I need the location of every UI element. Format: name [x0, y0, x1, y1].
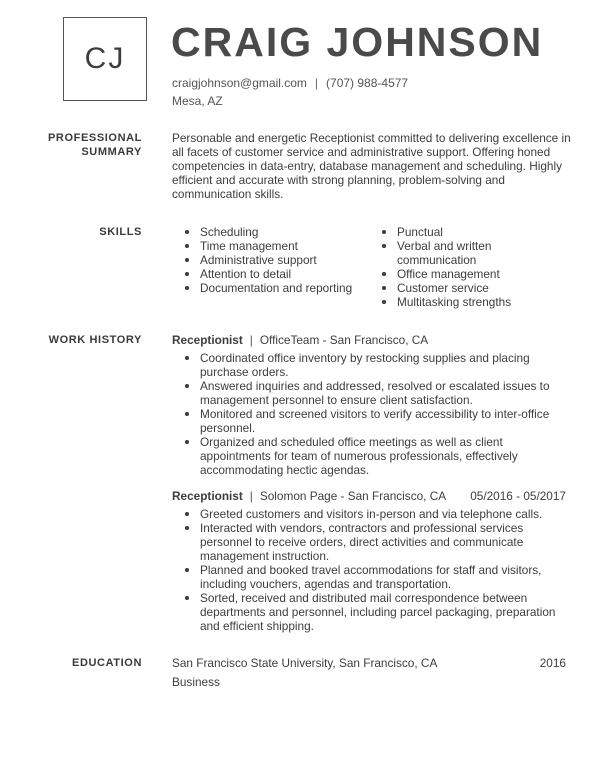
job-bullet: Organized and scheduled office meetings as well as client appointments for team of numerous professionals, effectively accommodating hectic agendas.	[182, 435, 562, 477]
phone-number: (707) 988-4577	[326, 76, 409, 90]
monogram-logo: CJ	[63, 17, 147, 101]
job-bullets	[182, 507, 562, 633]
skills-column-2	[379, 225, 529, 309]
work-history-section-label: WORK HISTORY	[48, 334, 142, 346]
education-year: 2016	[539, 656, 566, 670]
job-heading	[172, 333, 428, 347]
skill-item: Customer service	[379, 281, 529, 295]
skills-section-label: SKILLS	[99, 226, 142, 238]
job-bullet: Monitored and screened visitors to verify accessibility to inter-office personnel.	[182, 407, 562, 435]
contact-line	[172, 76, 408, 90]
education-school: San Francisco State University, San Francisco, CA	[172, 656, 438, 670]
skill-item: Documentation and reporting	[182, 281, 372, 295]
job-separator: |	[249, 489, 253, 503]
job-bullet: Greeted customers and visitors in-person and via telephone calls.	[182, 507, 562, 521]
skill-item: Attention to detail	[182, 267, 372, 281]
skill-item: Office management	[379, 267, 529, 281]
summary-section-label	[48, 131, 142, 159]
job-separator: |	[249, 333, 253, 347]
skill-item: Punctual	[379, 225, 529, 239]
job-company: OfficeTeam - San Francisco, CA	[259, 333, 429, 347]
skill-item: Scheduling	[182, 225, 372, 239]
summary-text: Personable and energetic Receptionist committed to delivering excellence in all facets of customer service and administrative support. Offering honed competencies in data-entry, database management and scheduling. Highly efficient and accurate with strong planning, problem-solving and communication skills.	[172, 131, 571, 201]
skill-item: Time management	[182, 239, 372, 253]
job-bullet: Coordinated office inventory by restocking supplies and placing purchase orders.	[182, 351, 562, 379]
skill-item: Multitasking strengths	[379, 295, 529, 309]
job-title: Receptionist	[172, 489, 243, 503]
job-bullets	[182, 351, 562, 477]
contact-separator: |	[314, 76, 319, 90]
location: Mesa, AZ	[172, 94, 223, 108]
candidate-name: CRAIG JOHNSON	[171, 19, 544, 65]
job-bullet: Planned and booked travel accommodations for staff and visitors, including vouchers, agendas and transportation.	[182, 563, 562, 591]
skill-item: Verbal and written communication	[379, 239, 529, 267]
education-section-label: EDUCATION	[72, 657, 142, 669]
job-heading	[172, 489, 446, 503]
job-dates: 05/2016 - 05/2017	[470, 489, 566, 503]
education-degree: Business	[172, 675, 220, 689]
job-title: Receptionist	[172, 333, 243, 347]
skill-item: Administrative support	[182, 253, 372, 267]
job-company: Solomon Page - San Francisco, CA	[259, 489, 447, 503]
summary-label-line2: SUMMARY	[81, 146, 142, 158]
job-bullet: Answered inquiries and addressed, resolved or escalated issues to management personnel to ensure client satisfaction.	[182, 379, 562, 407]
email-address: craigjohnson@gmail.com	[172, 76, 307, 90]
job-bullet: Interacted with vendors, contractors and professional services personnel to receive orders, direct activities and communicate management instruction.	[182, 521, 562, 563]
job-bullet: Sorted, received and distributed mail correspondence between departments and personnel, including parcel packaging, preparation and efficient shipping.	[182, 591, 562, 633]
summary-label-line1: PROFESSIONAL	[48, 132, 142, 144]
skills-column-1	[182, 225, 372, 295]
